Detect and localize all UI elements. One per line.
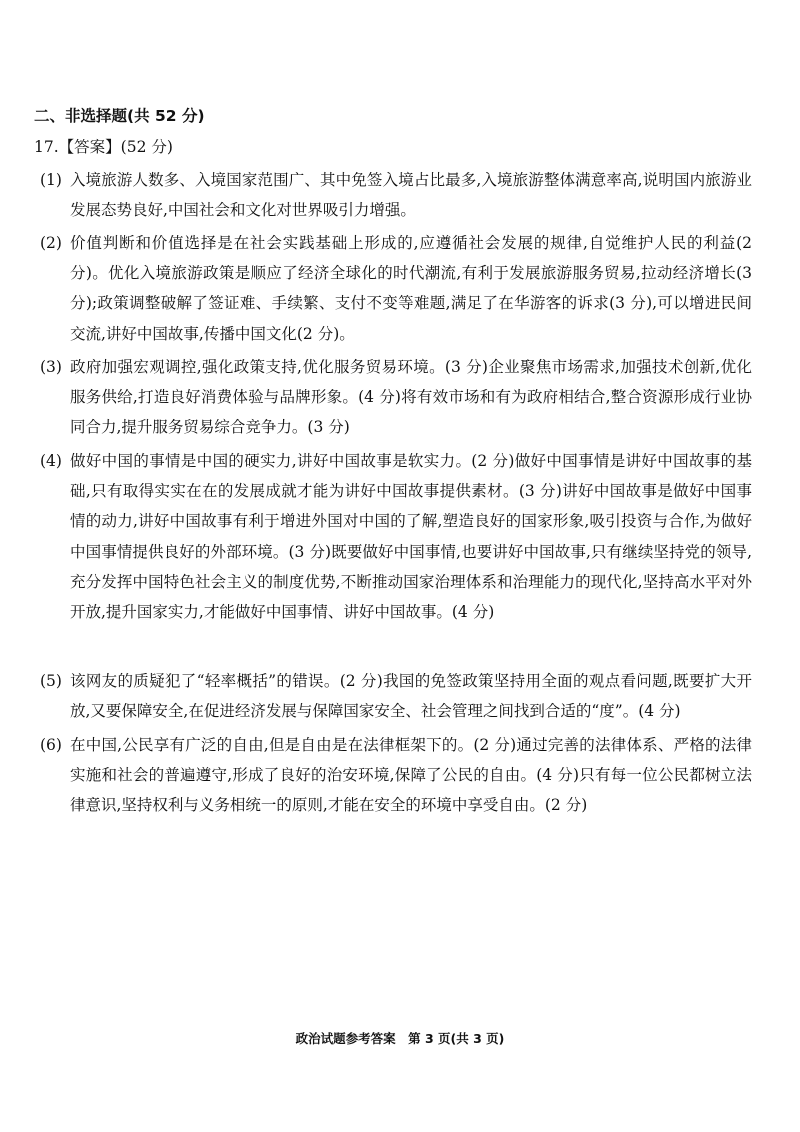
item-text: 价值判断和价值选择是在社会实践基础上形成的,应遵循社会发展的规律,自觉维护人民的利益(2 分)。优化入境旅游政策是顺应了经济全球化的时代潮流,有利于发展旅游服务贸易,拉动经济增长(3 分);政策调整破解了签证难、手续繁、支付不变等难题,满足了在华游客的诉求(3 分),可以增进民间交流,讲好中国故事,传播中国文化(2 分)。 — [70, 234, 752, 343]
item-number: (2) — [40, 234, 62, 252]
item-text: 做好中国的事情是中国的硬实力,讲好中国故事是软实力。(2 分)做好中国事情是讲好中国故事的基础,只有取得实实在在的发展成就才能为讲好中国故事提供素材。(3 分)讲好中国故事是做好中国事情的动力,讲好中国故事有利于增进外国对中国的了解,塑造良好的国家形象,吸引投资与合作,为做好中国事情提供良好的外部环境。(3 分)既要做好中国事情,也要讲好中国故事,只有继续坚持党的领导,充分发挥中国特色社会主义的制度优势,不断推动国家治理体系和治理能力的现代化,坚持高水平对外开放,提升国家实力,才能做好中国事情、讲好中国故事。(4 分) — [70, 452, 752, 622]
question-number: 17. — [34, 138, 59, 156]
item-number: (4) — [40, 452, 62, 470]
item-text: 在中国,公民享有广泛的自由,但是自由是在法律框架下的。(2 分)通过完善的法律体系、严格的法律实施和社会的普遍遵守,形成了良好的治安环境,保障了公民的自由。(4 分)只有每一位公民都树立法律意识,坚持权利与义务相统一的原则,才能在安全的环境中享受自由。(2 分) — [70, 736, 752, 815]
answer-item-2 — [40, 228, 752, 349]
question-score: (52 分) — [120, 138, 173, 156]
answer-item-3 — [40, 352, 752, 443]
item-number: (1) — [40, 171, 62, 189]
answer-item-4 — [40, 446, 752, 627]
section-title: 二、非选择题(共 52 分) — [34, 107, 205, 125]
question-heading — [34, 136, 173, 158]
answer-label: 【答案】 — [58, 138, 121, 156]
item-number: (6) — [40, 736, 62, 754]
answer-item-5 — [40, 666, 752, 726]
item-number: (5) — [40, 672, 62, 690]
item-text: 入境旅游人数多、入境国家范围广、其中免签入境占比最多,入境旅游整体满意率高,说明国内旅游业发展态势良好,中国社会和文化对世界吸引力增强。 — [70, 171, 752, 220]
item-text: 该网友的质疑犯了“轻率概括”的错误。(2 分)我国的免签政策坚持用全面的观点看问题,既要扩大开放,又要保障安全,在促进经济发展与保障国家安全、社会管理之间找到合适的“度”。(4 分) — [70, 672, 752, 721]
page-footer: 政治试题参考答案 第 3 页(共 3 页) — [295, 1031, 505, 1046]
item-number: (3) — [40, 358, 62, 376]
answer-item-1 — [40, 165, 752, 225]
item-text: 政府加强宏观调控,强化政策支持,优化服务贸易环境。(3 分)企业聚焦市场需求,加强技术创新,优化服务供给,打造良好消费体验与品牌形象。(4 分)将有效市场和有为政府相结合,整合资源形成行业协同合力,提升服务贸易综合竞争力。(3 分) — [70, 358, 752, 437]
answer-item-6 — [40, 730, 752, 821]
